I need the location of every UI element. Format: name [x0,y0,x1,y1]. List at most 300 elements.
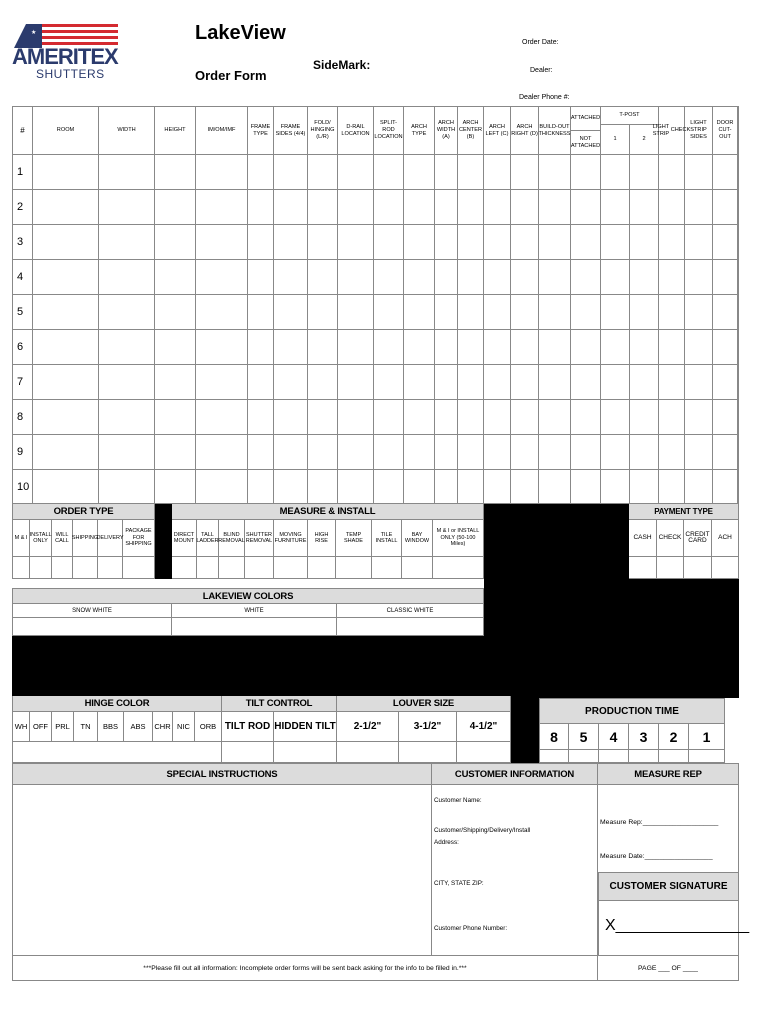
table-cell[interactable] [274,365,308,400]
col-t-post-2: 2 [630,125,659,155]
table-cell[interactable] [484,435,511,470]
table-cell[interactable] [196,155,248,190]
table-cell[interactable] [374,400,404,435]
table-cell[interactable] [308,225,338,260]
production-time-option-3[interactable]: 3 [629,724,659,750]
row-number: 5 [13,295,33,330]
table-cell[interactable] [274,190,308,225]
table-cell[interactable] [659,400,685,435]
table-cell[interactable] [685,260,713,295]
hinge-option-1[interactable]: OFF [30,712,52,742]
payment-type-checkbox-0[interactable] [629,557,657,579]
table-cell[interactable] [155,190,196,225]
special-instructions-field[interactable] [12,785,432,956]
table-cell[interactable] [511,295,539,330]
table-cell[interactable] [404,190,435,225]
table-cell[interactable] [248,400,274,435]
table-cell[interactable] [99,190,155,225]
table-cell[interactable] [338,190,374,225]
table-cell[interactable] [659,225,685,260]
measure-install-label-4: MOVING FURNITURE [274,520,308,557]
table-cell[interactable] [338,435,374,470]
table-cell[interactable] [155,225,196,260]
table-cell[interactable] [155,470,196,505]
order-type-label-2: WILL CALL [52,520,73,557]
table-cell[interactable] [659,155,685,190]
payment-type-checkbox-3[interactable] [712,557,739,579]
table-cell[interactable] [338,400,374,435]
table-cell[interactable] [713,155,738,190]
production-time-title: PRODUCTION TIME [539,698,725,724]
measure-install-checkbox-3[interactable] [245,557,274,579]
production-time-option-4[interactable]: 2 [659,724,689,750]
hidden-tilt-option[interactable]: HIDDEN TILT [274,712,337,742]
order-type-checkbox-2[interactable] [52,557,73,579]
table-cell[interactable] [685,190,713,225]
table-cell[interactable] [601,435,630,470]
table-cell[interactable] [630,190,659,225]
table-cell[interactable] [404,330,435,365]
louver-3-5-option[interactable]: 3-1/2" [399,712,457,742]
production-time-option-0[interactable]: 8 [539,724,569,750]
table-cell[interactable] [155,295,196,330]
table-cell[interactable] [338,295,374,330]
table-cell[interactable] [511,435,539,470]
table-cell[interactable] [196,400,248,435]
table-cell[interactable] [33,295,99,330]
louver-4-5-option[interactable]: 4-1/2" [457,712,511,742]
page-counter[interactable]: PAGE ___ OF ____ [598,956,739,981]
table-cell[interactable] [248,435,274,470]
table-cell[interactable] [155,260,196,295]
production-time-checkbox-1[interactable] [569,750,599,763]
tilt-rod-option[interactable]: TILT ROD [222,712,274,742]
table-cell[interactable] [539,295,571,330]
production-time-option-2[interactable]: 4 [599,724,629,750]
table-cell[interactable] [659,260,685,295]
measure-install-checkbox-9[interactable] [433,557,484,579]
order-type-checkbox-0[interactable] [12,557,30,579]
production-time-checkbox-5[interactable] [689,750,725,763]
table-cell[interactable] [458,155,484,190]
table-cell[interactable] [338,260,374,295]
table-cell[interactable] [458,365,484,400]
table-cell[interactable] [458,435,484,470]
hinge-option-6[interactable]: CHR [153,712,173,742]
production-time-option-5[interactable]: 1 [689,724,725,750]
table-cell[interactable] [630,470,659,505]
table-cell[interactable] [155,365,196,400]
table-cell[interactable] [196,470,248,505]
table-cell[interactable] [458,400,484,435]
table-cell[interactable] [685,330,713,365]
table-cell[interactable] [308,190,338,225]
measure-install-checkbox-5[interactable] [308,557,336,579]
table-cell[interactable] [458,260,484,295]
table-cell[interactable] [196,435,248,470]
color-classic-white-checkbox[interactable] [337,618,484,636]
table-cell[interactable] [196,330,248,365]
col-arch-width: ARCH WIDTH (A) [435,107,458,155]
table-cell[interactable] [571,260,601,295]
col-frame-sides: FRAME SIDES (4/4) [274,107,308,155]
table-cell[interactable] [33,330,99,365]
table-cell[interactable] [274,225,308,260]
table-cell[interactable] [274,400,308,435]
payment-type-checkbox-1[interactable] [657,557,684,579]
table-cell[interactable] [374,260,404,295]
louver-4-5-checkbox[interactable] [457,742,511,763]
table-cell[interactable] [511,470,539,505]
table-cell[interactable] [274,260,308,295]
table-cell[interactable] [539,155,571,190]
hinge-option-2[interactable]: PRL [52,712,74,742]
table-cell[interactable] [713,470,738,505]
table-cell[interactable] [539,260,571,295]
table-cell[interactable] [248,365,274,400]
hinge-option-4[interactable]: BBS [98,712,124,742]
table-cell[interactable] [435,260,458,295]
table-cell[interactable] [630,295,659,330]
table-cell[interactable] [601,225,630,260]
table-cell[interactable] [99,435,155,470]
table-cell[interactable] [601,365,630,400]
table-cell[interactable] [659,435,685,470]
table-cell[interactable] [374,330,404,365]
table-cell[interactable] [308,435,338,470]
production-time-option-1[interactable]: 5 [569,724,599,750]
table-cell[interactable] [601,155,630,190]
table-cell[interactable] [630,365,659,400]
table-cell[interactable] [248,470,274,505]
table-cell[interactable] [338,365,374,400]
table-cell[interactable] [659,365,685,400]
table-cell[interactable] [155,330,196,365]
hinge-option-0[interactable]: WH [12,712,30,742]
table-cell[interactable] [33,155,99,190]
table-cell[interactable] [99,330,155,365]
customer-info-title: CUSTOMER INFORMATION [432,763,598,785]
production-time-checkbox-0[interactable] [539,750,569,763]
table-cell[interactable] [404,470,435,505]
table-cell[interactable] [685,400,713,435]
table-cell[interactable] [601,470,630,505]
table-cell[interactable] [484,330,511,365]
table-cell[interactable] [458,470,484,505]
customer-info-box[interactable] [432,785,598,956]
table-cell[interactable] [571,470,601,505]
hinge-option-3[interactable]: TN [74,712,98,742]
order-type-label-1: INSTALL ONLY [30,520,52,557]
dealer-label: Dealer: [530,67,553,74]
table-cell[interactable] [338,225,374,260]
table-cell[interactable] [435,295,458,330]
table-cell[interactable] [435,365,458,400]
table-cell[interactable] [685,365,713,400]
hidden-tilt-checkbox[interactable] [274,742,337,763]
table-cell[interactable] [33,260,99,295]
table-cell[interactable] [713,190,738,225]
table-cell[interactable] [685,435,713,470]
louver-3-5-checkbox[interactable] [399,742,457,763]
table-cell[interactable] [33,435,99,470]
table-cell[interactable] [196,190,248,225]
table-cell[interactable] [511,260,539,295]
signature-field[interactable] [598,901,750,956]
table-cell[interactable] [196,260,248,295]
measure-install-checkbox-8[interactable] [402,557,433,579]
table-cell[interactable] [630,330,659,365]
table-cell[interactable] [571,155,601,190]
table-cell[interactable] [99,260,155,295]
table-cell[interactable] [458,295,484,330]
table-cell[interactable] [435,470,458,505]
table-cell[interactable] [630,435,659,470]
table-cell[interactable] [308,295,338,330]
measure-install-checkbox-6[interactable] [336,557,372,579]
table-cell[interactable] [630,260,659,295]
table-cell[interactable] [196,295,248,330]
col-door-cutout: DOOR CUT-OUT [713,107,738,155]
table-cell[interactable] [571,400,601,435]
table-cell[interactable] [404,365,435,400]
table-cell[interactable] [685,470,713,505]
production-time-checkbox-2[interactable] [599,750,629,763]
measure-install-checkbox-2[interactable] [219,557,245,579]
table-cell[interactable] [458,190,484,225]
color-snow-white: SNOW WHITE [12,604,172,618]
col-arch-right: ARCH RIGHT (D) [511,107,539,155]
table-cell[interactable] [99,470,155,505]
table-cell[interactable] [404,295,435,330]
table-cell[interactable] [33,190,99,225]
table-cell[interactable] [435,155,458,190]
hinge-checkbox-row[interactable] [12,742,222,763]
table-cell[interactable] [248,330,274,365]
table-cell[interactable] [274,470,308,505]
measure-install-checkbox-1[interactable] [197,557,219,579]
table-cell[interactable] [685,295,713,330]
table-cell[interactable] [374,470,404,505]
measure-install-label-0: DIRECT MOUNT [172,520,197,557]
table-cell[interactable] [511,225,539,260]
table-cell[interactable] [539,435,571,470]
measure-install-checkbox-0[interactable] [172,557,197,579]
table-cell[interactable] [659,190,685,225]
col-mount: IM/OM/IMF [196,107,248,155]
table-cell[interactable] [539,225,571,260]
hinge-option-7[interactable]: NIC [173,712,195,742]
table-cell[interactable] [571,330,601,365]
table-cell[interactable] [571,190,601,225]
table-cell[interactable] [685,225,713,260]
table-cell[interactable] [539,330,571,365]
table-cell[interactable] [511,330,539,365]
table-cell[interactable] [713,435,738,470]
payment-type-checkbox-2[interactable] [684,557,712,579]
table-cell[interactable] [601,260,630,295]
tilt-rod-checkbox[interactable] [222,742,274,763]
table-cell[interactable] [374,365,404,400]
table-cell[interactable] [33,365,99,400]
table-cell[interactable] [99,365,155,400]
table-cell[interactable] [248,260,274,295]
table-cell[interactable] [458,225,484,260]
measure-install-label-7: TILE INSTALL [372,520,402,557]
table-cell[interactable] [539,190,571,225]
table-cell[interactable] [404,400,435,435]
col-fold-hinging: FOLD/ HINGING (L/R) [308,107,338,155]
table-cell[interactable] [338,155,374,190]
measure-install-checkbox-7[interactable] [372,557,402,579]
table-cell[interactable] [511,155,539,190]
table-cell[interactable] [539,365,571,400]
table-cell[interactable] [458,330,484,365]
table-cell[interactable] [374,435,404,470]
table-cell[interactable] [713,400,738,435]
table-cell[interactable] [484,295,511,330]
table-cell[interactable] [659,330,685,365]
color-white-checkbox[interactable] [172,618,337,636]
table-cell[interactable] [571,435,601,470]
table-cell[interactable] [404,260,435,295]
table-cell[interactable] [33,400,99,435]
table-cell[interactable] [308,470,338,505]
table-cell[interactable] [99,295,155,330]
table-cell[interactable] [308,365,338,400]
table-cell[interactable] [404,225,435,260]
col-frame-type: FRAME TYPE [248,107,274,155]
measure-install-label-6: TEMP SHADE [336,520,372,557]
table-cell[interactable] [248,225,274,260]
table-cell[interactable] [374,190,404,225]
hinge-option-8[interactable]: ORB [195,712,222,742]
table-cell[interactable] [435,435,458,470]
order-type-checkbox-5[interactable] [123,557,155,579]
table-cell[interactable] [630,155,659,190]
table-cell[interactable] [511,365,539,400]
table-cell[interactable] [196,225,248,260]
table-cell[interactable] [338,330,374,365]
table-cell[interactable] [484,225,511,260]
hinge-option-5[interactable]: ABS [124,712,153,742]
table-cell[interactable] [435,190,458,225]
measure-rep-box[interactable] [598,785,739,873]
table-cell[interactable] [601,190,630,225]
table-cell[interactable] [99,155,155,190]
logo [12,22,120,82]
table-cell[interactable] [484,400,511,435]
table-cell[interactable] [404,435,435,470]
table-cell[interactable] [484,190,511,225]
table-cell[interactable] [374,225,404,260]
table-cell[interactable] [308,400,338,435]
measure-install-checkbox-4[interactable] [274,557,308,579]
table-cell[interactable] [435,225,458,260]
table-cell[interactable] [484,470,511,505]
table-cell[interactable] [274,435,308,470]
black-block [12,636,739,696]
table-cell[interactable] [713,225,738,260]
row-number: 1 [13,155,33,190]
table-cell[interactable] [374,155,404,190]
table-cell[interactable] [659,295,685,330]
table-cell[interactable] [685,155,713,190]
table-cell[interactable] [274,295,308,330]
table-cell[interactable] [659,470,685,505]
table-cell[interactable] [248,155,274,190]
table-cell[interactable] [511,190,539,225]
table-cell[interactable] [274,155,308,190]
table-cell[interactable] [155,400,196,435]
table-cell[interactable] [155,435,196,470]
table-cell[interactable] [539,470,571,505]
table-cell[interactable] [308,155,338,190]
table-cell[interactable] [248,190,274,225]
sidemark-label: SideMark: [313,58,371,72]
production-time-checkbox-4[interactable] [659,750,689,763]
table-cell[interactable] [539,400,571,435]
col-room: ROOM [33,107,99,155]
payment-type-title: PAYMENT TYPE [629,504,739,520]
table-cell[interactable] [601,295,630,330]
table-cell[interactable] [308,260,338,295]
table-cell[interactable] [435,400,458,435]
table-cell[interactable] [155,155,196,190]
table-cell[interactable] [484,260,511,295]
order-type-checkbox-3[interactable] [73,557,98,579]
louver-2-5-checkbox[interactable] [337,742,399,763]
table-cell[interactable] [630,225,659,260]
color-snow-white-checkbox[interactable] [12,618,172,636]
table-cell[interactable] [713,260,738,295]
table-cell[interactable] [404,155,435,190]
table-cell[interactable] [601,330,630,365]
table-cell[interactable] [484,365,511,400]
table-cell[interactable] [601,400,630,435]
table-cell[interactable] [338,470,374,505]
production-time-checkbox-3[interactable] [629,750,659,763]
table-cell[interactable] [196,365,248,400]
table-cell[interactable] [713,365,738,400]
table-cell[interactable] [33,225,99,260]
dealer-phone-label: Dealer Phone #: [519,94,570,101]
table-cell[interactable] [511,400,539,435]
table-cell[interactable] [248,295,274,330]
louver-2-5-option[interactable]: 2-1/2" [337,712,399,742]
row-number: 6 [13,330,33,365]
order-type-checkbox-1[interactable] [30,557,52,579]
table-cell[interactable] [713,330,738,365]
table-cell[interactable] [713,295,738,330]
table-cell[interactable] [630,400,659,435]
table-cell[interactable] [99,400,155,435]
table-cell[interactable] [374,295,404,330]
table-cell[interactable] [308,330,338,365]
table-cell[interactable] [435,330,458,365]
order-type-label-4: DELIVERY [98,520,123,557]
table-cell[interactable] [274,330,308,365]
order-type-checkbox-4[interactable] [98,557,123,579]
row-number: 9 [13,435,33,470]
table-cell[interactable] [99,225,155,260]
order-table [12,106,739,504]
table-cell[interactable] [571,365,601,400]
table-cell[interactable] [571,295,601,330]
table-cell[interactable] [33,470,99,505]
table-cell[interactable] [571,225,601,260]
table-cell[interactable] [484,155,511,190]
